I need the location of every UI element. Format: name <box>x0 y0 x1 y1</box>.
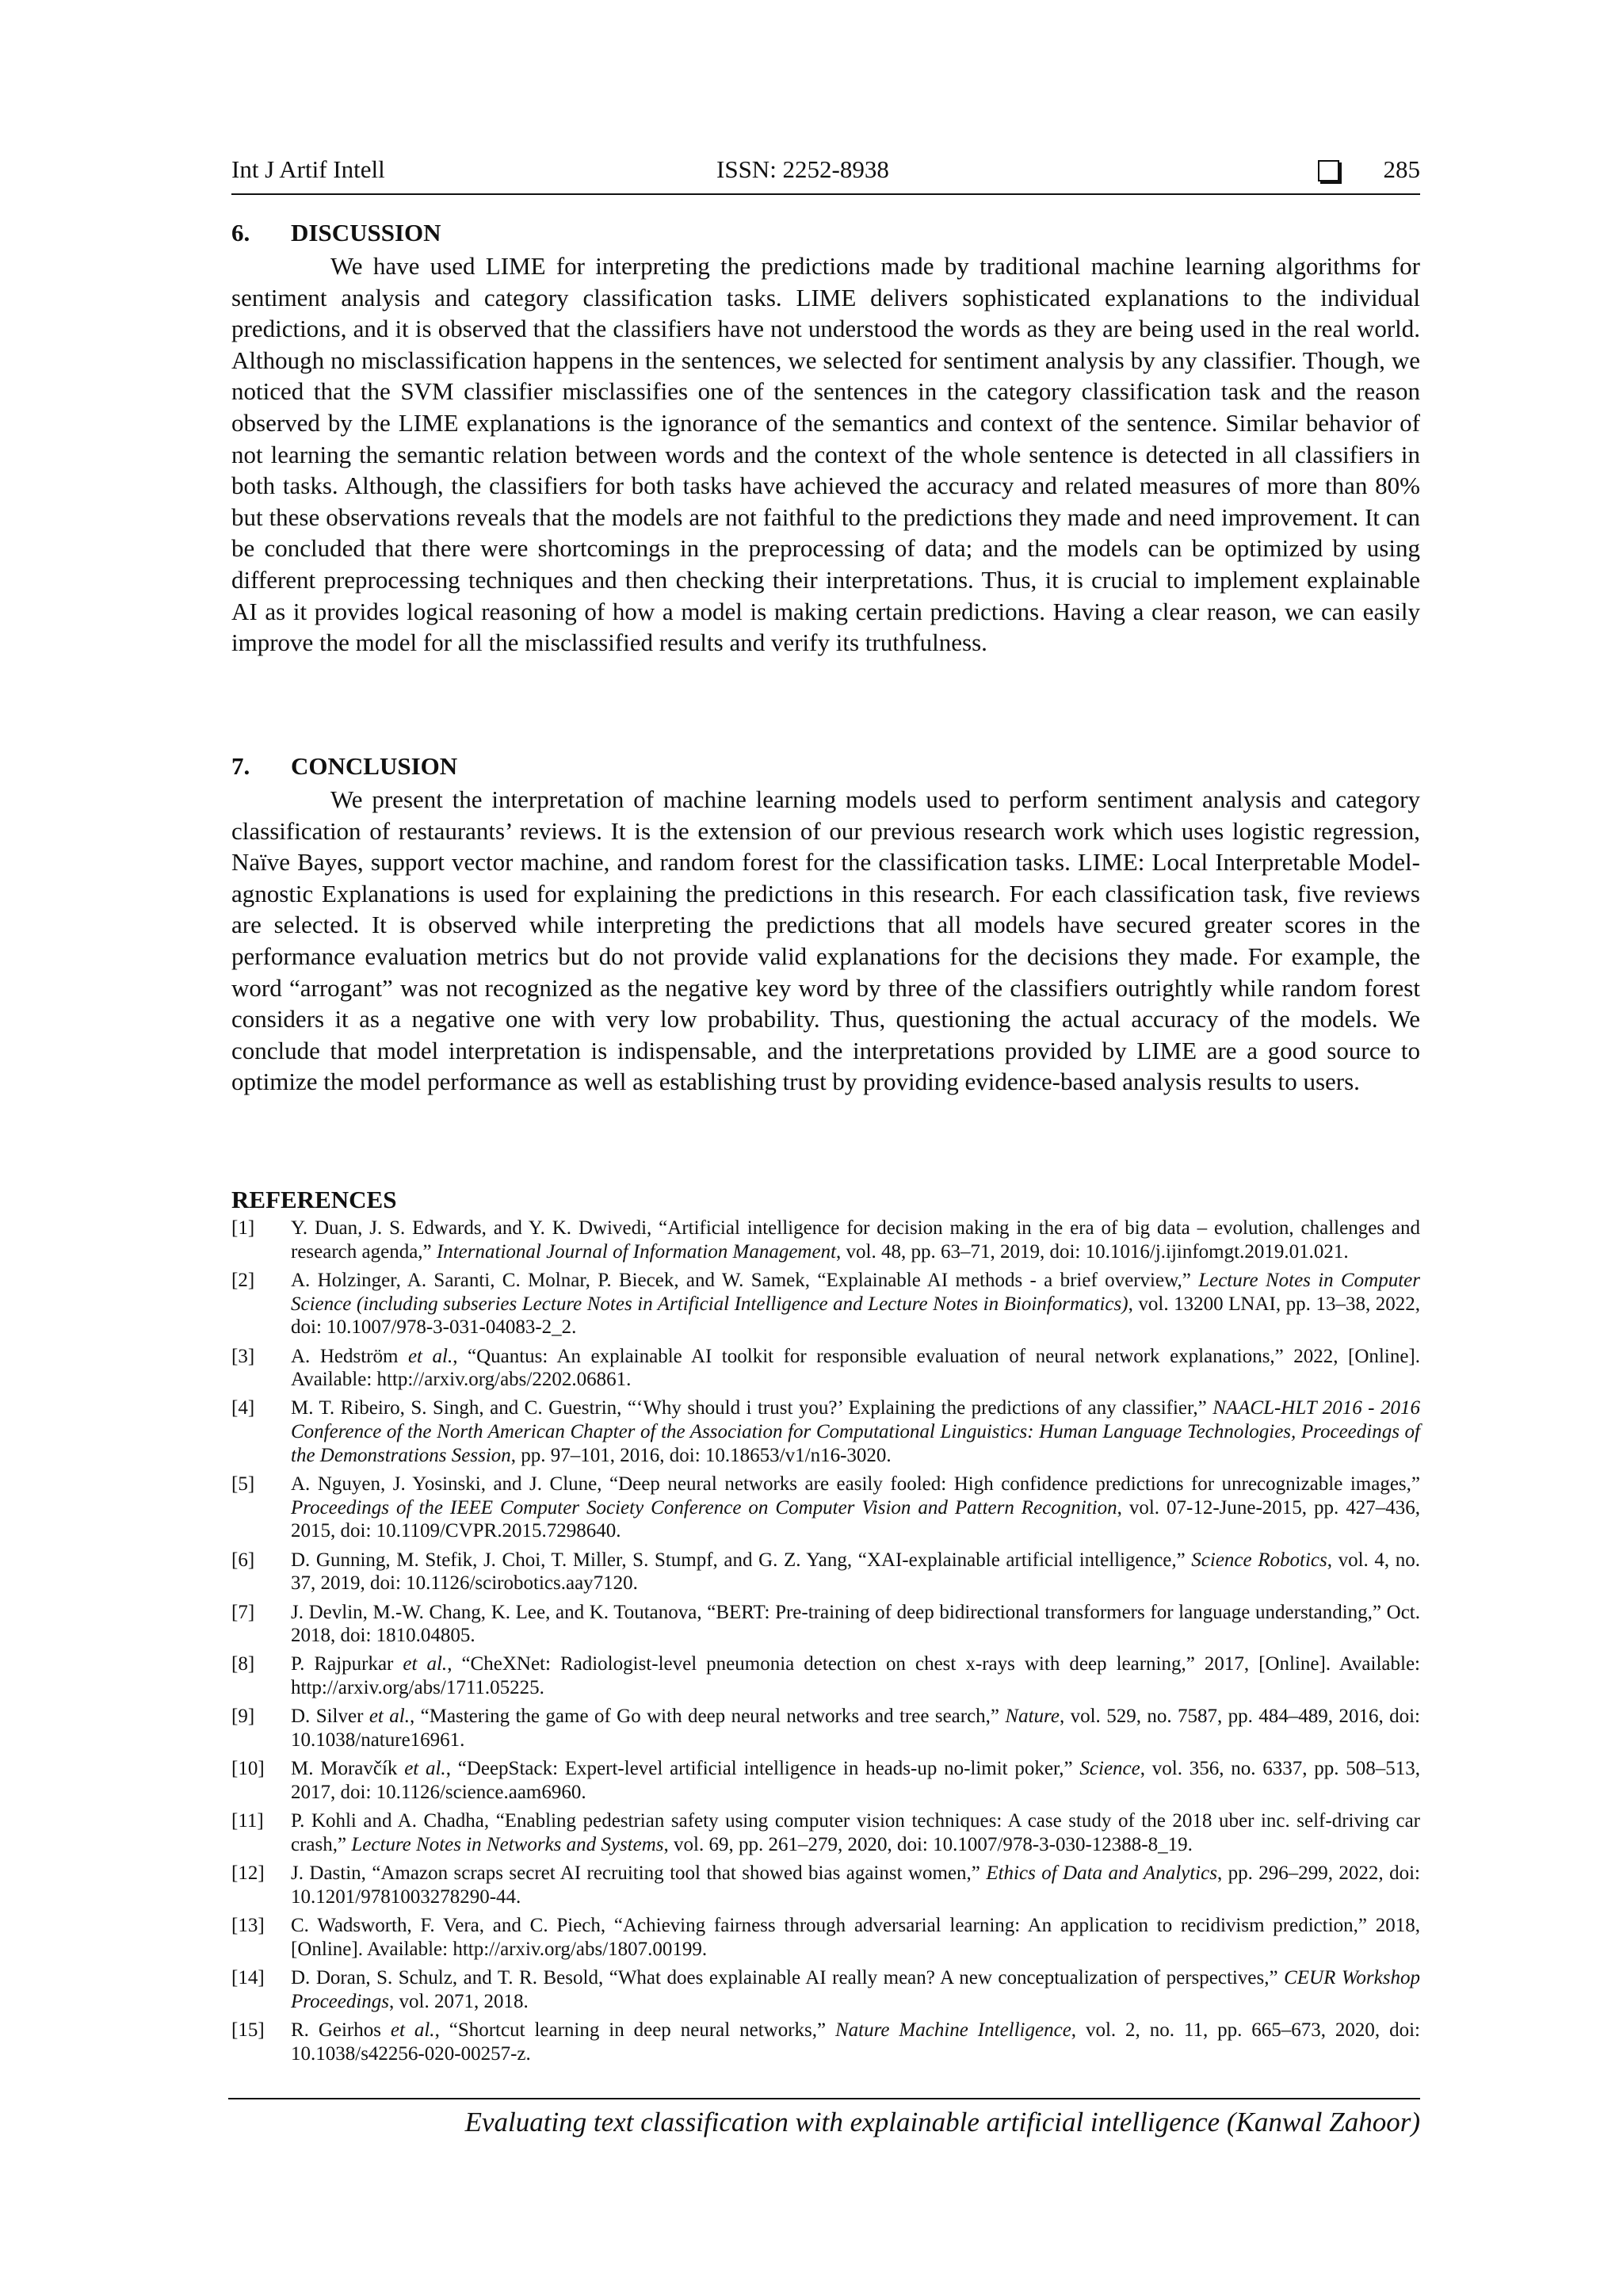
reference-number: [14] <box>231 1966 265 1988</box>
reference-item <box>231 1652 1420 1699</box>
reference-text: R. Geirhos <box>291 2019 391 2041</box>
reference-source: Science Robotics <box>1191 1549 1327 1571</box>
reference-text: , pp. 97–101, 2016, doi: 10.18653/v1/n16-3020. <box>510 1444 892 1466</box>
reference-item <box>231 1269 1420 1339</box>
reference-item <box>231 1217 1420 1263</box>
reference-source: Nature Machine Intelligence <box>835 2019 1071 2041</box>
reference-number: [11] <box>231 1810 264 1832</box>
reference-text: , “Quantus: An explainable AI toolkit for responsible evaluation of neural network explanations,” 2022, [Online]. Available: http://arxiv.org/abs/2202.06861. <box>291 1345 1420 1391</box>
conclusion-paragraph: We present the interpretation of machine learning models used to perform sentiment analysis and category classification of restaurants’ reviews. It is the extension of our previous research work which uses logistic regression, Naïve Bayes, support vector machine, and random forest for the classification tasks. LIME: Local Interpretable Model-agnostic Explanations is used for explaining the predictions in this research. For each classification task, five reviews are selected. It is observed while interpreting the predictions that all models have secured greater scores in the performance evaluation metrics but do not provide valid explanations for the decisions they made. For example, the word “arrogant” was not recognized as the negative key word by three of the classifiers outrightly while random forest considers it as a negative one with very low probability. Thus, questioning the actual accuracy of the models. We conclude that model interpretation is indispensable, and the interpretations provided by LIME are a good source to optimize the model performance as well as establishing trust by providing evidence-based analysis results to users. <box>231 785 1420 1096</box>
reference-source: et al. <box>390 2019 435 2041</box>
reference-text: A. Hedström <box>291 1345 408 1367</box>
reference-text: D. Silver <box>291 1706 369 1728</box>
reference-text: A. Nguyen, J. Yosinski, and J. Clune, “Deep neural networks are easily fooled: High confidence predictions for unrecognizable images,” <box>291 1473 1420 1496</box>
reference-item <box>231 1914 1420 1961</box>
journal-name: Int J Artif Intell <box>231 155 385 183</box>
section-number: 7. <box>231 752 250 780</box>
reference-text: M. T. Ribeiro, S. Singh, and C. Guestrin, “‘Why should i trust you?’ Explaining the predictions of any classifier,” <box>291 1397 1213 1419</box>
reference-item <box>231 2019 1420 2065</box>
reference-text: , vol. 69, pp. 261–279, 2020, doi: 10.1007/978-3-030-12388-8_19. <box>663 1833 1193 1855</box>
page-number: 285 <box>1383 155 1420 183</box>
checkbox-square-icon <box>1318 160 1339 181</box>
section-number: 6. <box>231 219 250 246</box>
reference-number: [1] <box>231 1217 255 1239</box>
reference-number: [8] <box>231 1653 255 1675</box>
reference-text: A. Holzinger, A. Saranti, C. Molnar, P. Biecek, and W. Samek, “Explainable AI methods - a brief overview,” <box>291 1269 1199 1291</box>
reference-text: , pp. 296–299, 2022, doi: 10.1201/9781003278290-44. <box>291 1862 1420 1908</box>
reference-number: [10] <box>231 1758 265 1780</box>
running-footer: Evaluating text classification with explainable artificial intelligence (Kanwal Zahoor) <box>464 2107 1420 2137</box>
reference-source: et al. <box>369 1706 410 1728</box>
reference-text: , vol. 356, no. 6337, pp. 508–513, 2017, doi: 10.1126/science.aam6960. <box>291 1758 1420 1803</box>
reference-number: [2] <box>231 1269 255 1291</box>
reference-source: Lecture Notes in Computer Science (including subseries Lecture Notes in Artificial Intelligence and Lecture Notes in Bioinformatics) <box>291 1269 1420 1315</box>
reference-text: , vol. 529, no. 7587, pp. 484–489, 2016, doi: 10.1038/nature16961. <box>291 1706 1420 1752</box>
reference-item <box>231 1757 1420 1804</box>
conclusion-heading <box>231 754 457 778</box>
discussion-paragraph: We have used LIME for interpreting the predictions made by traditional machine learning algorithms for sentiment analysis and category classification tasks. LIME delivers sophisticated explanations to the individual predictions, and it is observed that the classifiers have not understood the words as they are being used in the real world. Although no misclassification happens in the sentences, we selected for sentiment analysis by any classifier. Though, we noticed that the SVM classifier misclassifies one of the sentences in the category classification task and the reason observed by the LIME explanations is the ignorance of the semantics and context of the sentence. Similar behavior of not learning the semantic relation between words and the context of the whole sentence is detected in all classifiers in both tasks. Although, the classifiers for both tasks have achieved the accuracy and related measures of more than 80% but these observations reveals that the models are not faithful to the predictions they made and need improvement. It can be concluded that there were shortcomings in the preprocessing of data; and the models can be optimized by using different preprocessing techniques and then checking their interpretations. Thus, it is crucial to implement explainable AI as it provides logical reasoning of how a model is making certain predictions. Having a clear reason, we can easily improve the model for all the misclassified results and verify its truthfulness. <box>231 252 1420 657</box>
references-heading: REFERENCES <box>231 1186 397 1213</box>
reference-item <box>231 1862 1420 1908</box>
reference-text: , vol. 2, no. 11, pp. 665–673, 2020, doi: 10.1038/s42256-020-00257-z. <box>291 2019 1420 2065</box>
reference-source: Lecture Notes in Networks and Systems <box>351 1833 664 1855</box>
reference-text: J. Dastin, “Amazon scraps secret AI recruiting tool that showed bias against women,” <box>291 1862 987 1885</box>
reference-source: NAACL-HLT 2016 - 2016 Conference of the North American Chapter of the Association for Computational Linguistics: Human Language Technologies, Proceedings of the Demonstrations Session <box>291 1397 1420 1466</box>
reference-item <box>231 1601 1420 1648</box>
reference-number: [13] <box>231 1914 265 1936</box>
running-header <box>231 155 1420 195</box>
reference-text: , vol. 2071, 2018. <box>389 1990 529 2012</box>
reference-source: et al. <box>407 1345 453 1367</box>
reference-source: Proceedings of the IEEE Computer Society Conference on Computer Vision and Pattern Recognition <box>291 1496 1117 1519</box>
reference-item <box>231 1345 1420 1392</box>
reference-source: Ethics of Data and Analytics <box>986 1862 1217 1885</box>
reference-text: M. Moravčík <box>291 1758 405 1780</box>
footer-divider <box>228 2098 1420 2099</box>
reference-item <box>231 1549 1420 1595</box>
reference-text: C. Wadsworth, F. Vera, and C. Piech, “Achieving fairness through adversarial learning: An application to recidivism prediction,” 2018, [Online]. Available: http://arxiv.org/abs/1807.00199. <box>291 1914 1420 1960</box>
reference-text: , vol. 4, no. 37, 2019, doi: 10.1126/scirobotics.aay7120. <box>291 1549 1420 1595</box>
reference-number: [7] <box>231 1601 255 1623</box>
reference-text: P. Rajpurkar <box>291 1653 403 1675</box>
reference-text: P. Kohli and A. Chadha, “Enabling pedestrian safety using computer vision techniques: A case study of the 2018 uber inc. self-driving car crash,” <box>291 1810 1420 1855</box>
reference-text: Y. Duan, J. S. Edwards, and Y. K. Dwivedi, “Artificial intelligence for decision making in the era of big data – evolution, challenges and research agenda,” <box>291 1217 1420 1263</box>
discussion-heading <box>231 220 441 245</box>
reference-text: , vol. 07-12-June-2015, pp. 427–436, 2015, doi: 10.1109/CVPR.2015.7298640. <box>291 1496 1421 1542</box>
reference-source: et al. <box>403 1653 448 1675</box>
reference-item <box>231 1396 1420 1467</box>
reference-text: , “CheXNet: Radiologist-level pneumonia detection on chest x-rays with deep learning,” 2017, [Online]. Available: http://arxiv.org/abs/1711.05225. <box>291 1653 1420 1699</box>
reference-text: , “Mastering the game of Go with deep neural networks and tree search,” <box>409 1706 1006 1728</box>
reference-item <box>231 1473 1420 1543</box>
reference-number: [6] <box>231 1549 255 1571</box>
reference-source: Science <box>1079 1758 1140 1780</box>
reference-text: , “DeepStack: Expert-level artificial intelligence in heads-up no-limit poker,” <box>445 1758 1080 1780</box>
reference-text: , “Shortcut learning in deep neural networks,” <box>434 2019 835 2041</box>
reference-number: [5] <box>231 1473 255 1496</box>
reference-source: CEUR Workshop Proceedings <box>291 1966 1420 2012</box>
section-title: CONCLUSION <box>291 752 458 780</box>
section-title: DISCUSSION <box>291 219 441 246</box>
reference-number: [4] <box>231 1397 255 1419</box>
reference-text: , vol. 13200 LNAI, pp. 13–38, 2022, doi: 10.1007/978-3-031-04083-2_2. <box>291 1293 1420 1339</box>
reference-text: D. Doran, S. Schulz, and T. R. Besold, “What does explainable AI really mean? A new conceptualization of perspectives,” <box>291 1966 1285 1988</box>
reference-item <box>231 1809 1420 1856</box>
references-list <box>231 1217 1420 2071</box>
reference-item <box>231 1966 1420 2013</box>
issn: ISSN: 2252-8938 <box>716 155 889 183</box>
reference-number: [12] <box>231 1862 265 1885</box>
reference-source: International Journal of Information Management <box>436 1240 837 1263</box>
reference-item <box>231 1705 1420 1752</box>
reference-source: et al. <box>404 1758 446 1780</box>
reference-text: , vol. 48, pp. 63–71, 2019, doi: 10.1016/j.ijinfomgt.2019.01.021. <box>836 1240 1349 1263</box>
reference-number: [9] <box>231 1706 255 1728</box>
reference-source: Nature <box>1005 1706 1060 1728</box>
reference-text: J. Devlin, M.-W. Chang, K. Lee, and K. Toutanova, “BERT: Pre-training of deep bidirectional transformers for language understanding,” Oct. 2018, doi: 1810.04805. <box>291 1601 1420 1647</box>
reference-number: [15] <box>231 2019 265 2041</box>
reference-text: D. Gunning, M. Stefik, J. Choi, T. Miller, S. Stumpf, and G. Z. Yang, “XAI-explainable artificial intelligence,” <box>291 1549 1192 1571</box>
reference-number: [3] <box>231 1345 255 1367</box>
